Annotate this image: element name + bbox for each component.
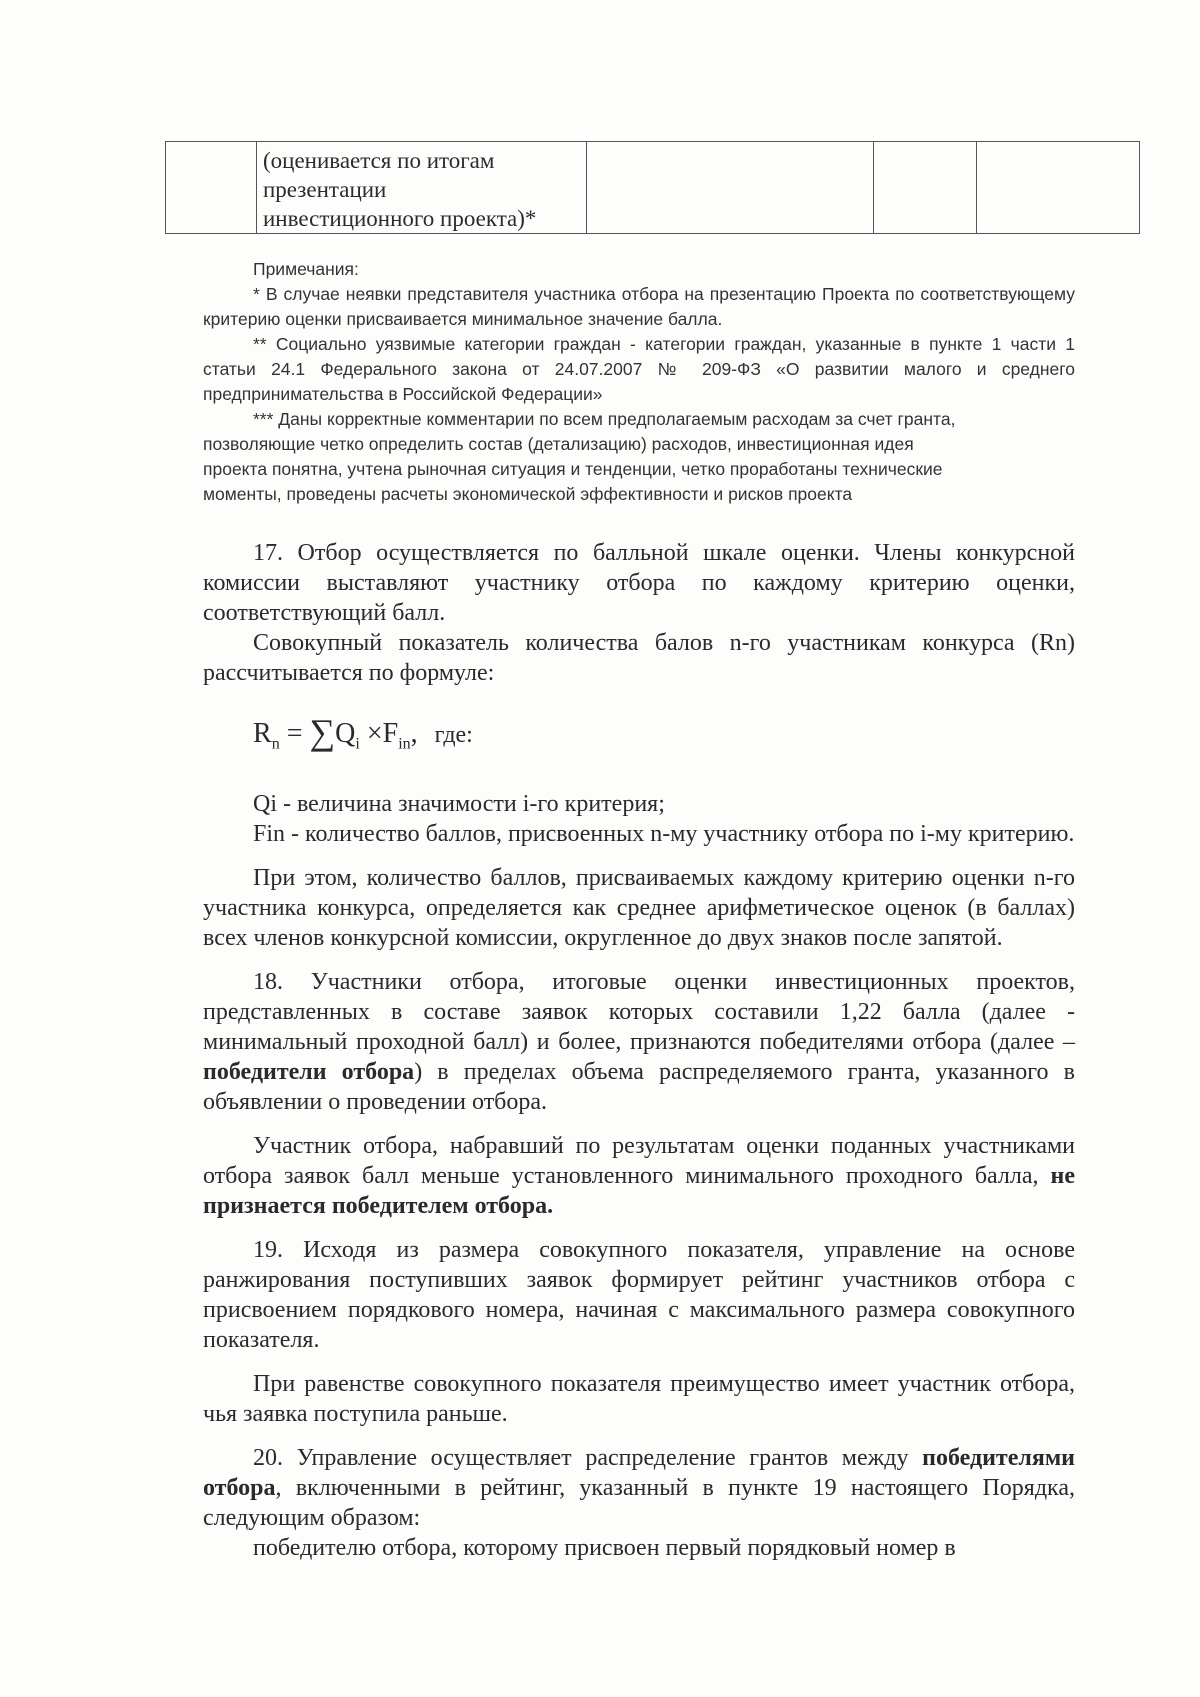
table-cell-criterion bbox=[257, 142, 587, 234]
paragraph-min-score bbox=[203, 1131, 1075, 1221]
paragraph-18-bold: победители отбора bbox=[203, 1058, 415, 1085]
note-1: * В случае неявки представителя участника отбора на презентацию Проекта по соответствующему критерию оценки присваивается минимальное значение балла. bbox=[203, 284, 1075, 329]
formula-q: Q bbox=[335, 718, 356, 749]
note-3-line: позволяющие четко определить состав (детализацию) расходов, инвестиционная идея bbox=[203, 434, 914, 454]
note-3-line: моменты, проведены расчеты экономической эффективности и рисков проекта bbox=[203, 484, 853, 504]
paragraph-18 bbox=[203, 967, 1075, 1117]
paragraph-20-text-end: , включенными в рейтинг, указанный в пункте 19 настоящего Порядка, следующим образом: bbox=[203, 1474, 1075, 1531]
paragraph-last: победителю отбора, которому присвоен первый порядковый номер в bbox=[253, 1534, 956, 1561]
paragraph-average: При этом, количество баллов, присваиваемых каждому критерию оценки n-го участника конкурса, определяется как среднее арифметическое оценок (в баллах) всех членов конкурсной комиссии, округленное до двух знаков после запятой. bbox=[203, 864, 1075, 951]
note-3-line: *** Даны корректные комментарии по всем предполагаемым расходам за счет гранта, bbox=[253, 409, 956, 429]
paragraph-min-score-bold: не признается победителем отбора. bbox=[203, 1162, 1075, 1219]
paragraph-17-total: Совокупный показатель количества балов n-го участникам конкурса (Rn) рассчитывается по формуле: bbox=[203, 630, 1075, 686]
criteria-table-fragment bbox=[165, 141, 1140, 234]
notes-section bbox=[203, 257, 1075, 507]
table-row bbox=[166, 142, 1140, 234]
paragraph-20-text: 20. Управление осуществляет распределение грантов между bbox=[253, 1444, 923, 1471]
paragraph-18-text: 18. Участники отбора, итоговые оценки инвестиционных проектов, представленных в составе заявок которых составили 1,22 балла (далее - минимальный проходной балл) и более, признаются победителями отбора (далее – bbox=[203, 968, 1075, 1055]
table-cell-empty bbox=[587, 142, 874, 234]
formula-where: где: bbox=[434, 722, 473, 748]
paragraph-17: 17. Отбор осуществляется по балльной шкале оценки. Члены конкурсной комиссии выставляют участнику отбора по каждому критерию оценки, соответствующий балл. bbox=[203, 540, 1075, 626]
table-cell-empty bbox=[874, 142, 977, 234]
formula-comma: , bbox=[410, 718, 418, 749]
document-body bbox=[203, 538, 1075, 1563]
note-3-line: проекта понятна, учтена рыночная ситуация и тенденции, четко проработаны технические bbox=[203, 459, 943, 479]
formula-times: × bbox=[366, 718, 383, 749]
formula-equals: = bbox=[286, 718, 303, 749]
note-3 bbox=[203, 407, 1075, 507]
formula-f-sub: in bbox=[398, 735, 411, 753]
criterion-text-line: презентации bbox=[263, 177, 387, 202]
formula-f: F bbox=[382, 718, 399, 749]
formula-q-sub: i bbox=[355, 735, 360, 753]
paragraph-min-score-text: Участник отбора, набравший по результатам оценки поданных участниками отбора заявок балл меньше установленного минимального проходного балла, bbox=[203, 1132, 1075, 1189]
paragraph-20-bold: победителями отбора bbox=[203, 1444, 1075, 1501]
score-formula bbox=[253, 712, 1075, 765]
definition-fin: Fin - количество баллов, присвоенных n-му участнику отбора по i-му критерию. bbox=[253, 820, 1075, 847]
paragraph-19: 19. Исходя из размера совокупного показателя, управление на основе ранжирования поступивших заявок формирует рейтинг участников отбора с присвоением порядкового номера, начиная с максимального размера совокупного показателя. bbox=[203, 1236, 1075, 1353]
formula-r-sub: n bbox=[271, 735, 280, 753]
definition-qi: Qi - величина значимости i-го критерия; bbox=[253, 790, 665, 817]
formula-r: R bbox=[253, 718, 272, 749]
formula-sum: ∑ bbox=[309, 712, 336, 752]
paragraph-equal-scores: При равенстве совокупного показателя преимущество имеет участник отбора, чья заявка поступила раньше. bbox=[203, 1370, 1075, 1427]
notes-title: Примечания: bbox=[253, 259, 359, 279]
criterion-text-line: инвестиционного проекта)* bbox=[263, 206, 537, 231]
note-2: ** Социально уязвимые категории граждан - категории граждан, указанные в пункте 1 части 1 статьи 24.1 Федерального закона от 24.07.2007 № 209-ФЗ «О развитии малого и среднего предпринимательства в Российской Федерации» bbox=[203, 334, 1075, 404]
table-cell-empty bbox=[977, 142, 1140, 234]
criterion-text-line: (оценивается по итогам bbox=[263, 148, 495, 173]
paragraph-20 bbox=[203, 1443, 1075, 1533]
paragraph-18-text-end: ) в пределах объема распределяемого гранта, указанного в объявлении о проведении отбора. bbox=[203, 1058, 1075, 1115]
table-cell-number bbox=[166, 142, 257, 234]
